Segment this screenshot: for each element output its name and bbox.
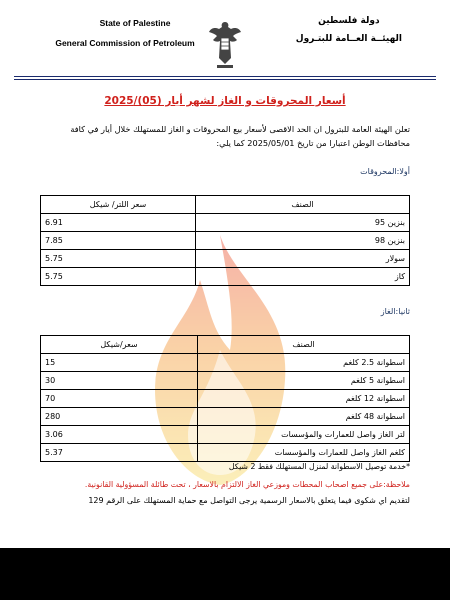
fuel-header-price: سعر اللتر/ شيكل [41,196,196,214]
fuel-item-name: بنزين 98 [196,232,410,250]
gas-item-name: كلغم الغاز واصل للعمارات والمؤسسات [198,444,410,462]
fuel-item-name: سولار [196,250,410,268]
fuel-item-price: 5.75 [41,250,196,268]
header-commission-en: General Commission of Petroleum [55,38,195,48]
gas-item-price: 70 [41,390,198,408]
gas-table-header [41,336,410,354]
gas-item-price: 3.06 [41,426,198,444]
header-arabic [296,16,402,44]
gas-item-name: اسطوانة 2.5 كلغم [198,354,410,372]
header-english [55,18,210,48]
table-row [41,408,410,426]
page-title: أسعار المحروقات و الغاز لشهر أيار (05)/2025 [104,95,346,107]
table-row [41,354,410,372]
header-rule-secondary [14,79,436,80]
warning-note: ملاحظة:على جميع اصحاب المحطات وموزعي الغاز الالتزام بالاسعار ، تحت طائلة المسؤولية القانونية. [84,480,410,489]
gas-price-table [40,335,410,462]
table-row [41,268,410,286]
fuel-section-label: أولا:المحروقات [360,167,410,176]
delivery-note: *خدمة توصيل الاسطوانة لمنزل المستهلك فقط 2 شيكل [228,462,410,471]
table-row [41,250,410,268]
gas-item-name: لتر الغاز واصل للعمارات والمؤسسات [198,426,410,444]
fuel-table-header [41,196,410,214]
gas-item-name: اسطوانة 12 كلغم [198,390,410,408]
table-row [41,390,410,408]
table-row [41,372,410,390]
header-rule [14,76,436,77]
fuel-item-name: كاز [196,268,410,286]
gas-header-price: سعر/شيكل [41,336,198,354]
gas-section-label: ثانيا:الغاز [380,307,410,316]
header-state-en: State of Palestine [99,18,171,28]
intro-paragraph: تعلن الهيئة العامة للبترول ان الحد الاقصى لأسعار بيع المحروقات و الغاز للمستهلك خلال أيار في كافة محافظات الوطن اعتبارا من تاريخ 2025/05/01 كما يلي: [70,124,410,148]
header-state-ar: دولة فلسطين [318,16,380,26]
gas-item-price: 15 [41,354,198,372]
gas-item-price: 30 [41,372,198,390]
fuel-item-name: بنزين 95 [196,214,410,232]
fuel-header-name: الصنف [196,196,410,214]
fuel-item-price: 7.85 [41,232,196,250]
gas-item-price: 280 [41,408,198,426]
gas-item-name: اسطوانة 5 كلغم [198,372,410,390]
fuel-price-table [40,195,410,286]
fuel-item-price: 6.91 [41,214,196,232]
header-commission-ar: الهيئــة العــامة للبتـرول [295,34,402,44]
gas-item-name: اسطوانة 48 كلغم [198,408,410,426]
table-row [41,444,410,462]
fuel-item-price: 5.75 [41,268,196,286]
table-row [41,232,410,250]
complaints-note: لتقديم اي شكوى فيما يتعلق بالاسعار الرسمية يرجى التواصل مع حماية المستهلك على الرقم 129 [88,496,410,505]
gas-header-name: الصنف [198,336,410,354]
black-bottom-band [0,548,450,600]
table-row [41,214,410,232]
gas-item-price: 5.37 [41,444,198,462]
table-row [41,426,410,444]
palestine-eagle-emblem-icon [207,18,243,70]
